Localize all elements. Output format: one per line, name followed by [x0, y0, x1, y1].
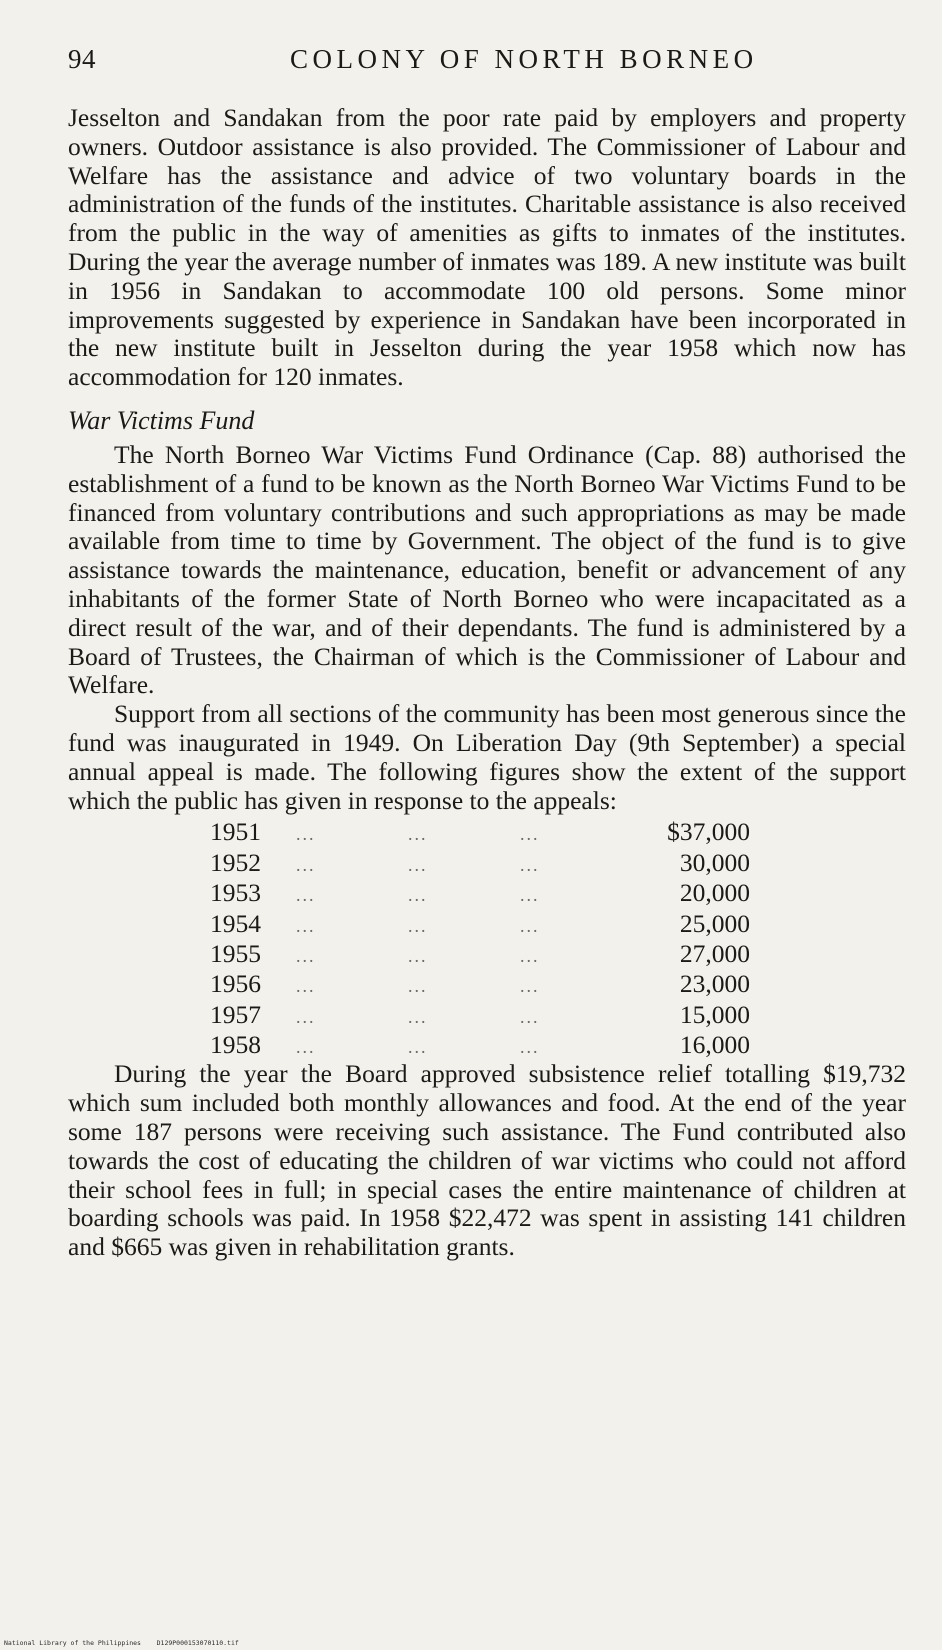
- leader-dots: ...: [296, 854, 316, 875]
- table-row: [210, 1000, 750, 1030]
- leader-dots: ...: [520, 824, 540, 845]
- table-row: [210, 969, 750, 999]
- document-page: [68, 44, 906, 1262]
- leader-dots: ...: [520, 1006, 540, 1027]
- table-row: [210, 939, 750, 969]
- table-amount: 27,000: [679, 938, 750, 968]
- table-amount: 25,000: [679, 908, 750, 938]
- table-amount: 16,000: [679, 1030, 750, 1060]
- table-amount: $37,000: [667, 817, 750, 847]
- body-text-fund: [68, 441, 906, 815]
- table-year: 1951: [210, 817, 261, 847]
- leader-dots: ...: [296, 915, 316, 936]
- table-amount: 15,000: [679, 999, 750, 1029]
- leader-dots: ...: [408, 1006, 428, 1027]
- leader-dots: ...: [296, 1006, 316, 1027]
- scan-footer-note: National Library of the Philippines D129P000153070110.tif: [4, 1639, 239, 1647]
- paragraph-intro: Jesselton and Sandakan from the poor rate paid by employers and property owners. Outdoor assistance is also provided. The Commissioner of Labour and Welfare has the assistance and advice of two voluntary boards in the administration of the funds of the institutes. Charitable assistance is also received from the public in the way of amenities as gifts to inmates of the institutes. During the year the average number of inmates was 189. A new institute was built in 1956 in Sandakan to accommodate 100 old persons. Some minor improvements suggested by experience in Sandakan have been incorporated in the new institute built in Jesselton during the year 1958 which now has accommodation for 120 inmates.: [68, 103, 906, 392]
- table-year: 1956: [210, 969, 261, 999]
- leader-dots: ...: [408, 885, 428, 906]
- leader-dots: ...: [408, 1037, 428, 1058]
- table-row: [210, 878, 750, 908]
- leader-dots: ...: [520, 854, 540, 875]
- leader-dots: ...: [520, 1037, 540, 1058]
- paragraph-fund-ordinance: The North Borneo War Victims Fund Ordinance (Cap. 88) authorised the establishment of a fund to be known as the North Borneo War Victims Fund to be financed from voluntary contributions and such appropriations as may be made available from time to time by Government. The object of the fund is to give assistance towards the maintenance, education, benefit or advancement of any inhabitants of the former State of North Borneo who were incapacitated as a direct result of the war, and of their dependants. The fund is administered by a Board of Trustees, the Chairman of which is the Commissioner of Labour and Welfare.: [68, 439, 906, 700]
- leader-dots: ...: [520, 976, 540, 997]
- table-row: [210, 817, 750, 847]
- table-amount: 23,000: [679, 969, 750, 999]
- table-year: 1953: [210, 878, 261, 908]
- paragraph-support: Support from all sections of the community has been most generous since the fund was inaugurated in 1949. On Liberation Day (9th September) a special annual appeal is made. The following figures show the extent of the support which the public has given in response to the appeals:: [68, 699, 906, 815]
- leader-dots: ...: [408, 945, 428, 966]
- leader-dots: ...: [296, 945, 316, 966]
- page-number: 94: [68, 44, 96, 74]
- leader-dots: ...: [408, 854, 428, 875]
- table-amount: 30,000: [679, 847, 750, 877]
- appeals-table: [210, 817, 750, 1060]
- leader-dots: ...: [408, 976, 428, 997]
- leader-dots: ...: [408, 824, 428, 845]
- table-year: 1955: [210, 938, 261, 968]
- leader-dots: ...: [520, 885, 540, 906]
- body-text-relief: [68, 1060, 906, 1262]
- table-row: [210, 1030, 750, 1060]
- running-head: COLONY OF NORTH BORNEO: [290, 44, 758, 74]
- table-year: 1957: [210, 999, 261, 1029]
- table-year: 1958: [210, 1030, 261, 1060]
- table-row: [210, 848, 750, 878]
- section-heading: War Victims Fund: [68, 405, 255, 435]
- leader-dots: ...: [408, 915, 428, 936]
- leader-dots: ...: [296, 1037, 316, 1058]
- body-text: [68, 104, 906, 392]
- table-year: 1954: [210, 908, 261, 938]
- leader-dots: ...: [520, 945, 540, 966]
- page-header: [68, 44, 906, 88]
- leader-dots: ...: [520, 915, 540, 936]
- leader-dots: ...: [296, 824, 316, 845]
- table-year: 1952: [210, 847, 261, 877]
- leader-dots: ...: [296, 976, 316, 997]
- paragraph-relief: During the year the Board approved subsistence relief totalling $19,732 which sum included both monthly allowances and food. At the end of the year some 187 persons were receiving such assistance. The Fund contributed also towards the cost of educating the children of war victims who could not afford their school fees in full; in special cases the entire maintenance of children at boarding schools was paid. In 1958 $22,472 was spent in assisting 141 children and $665 was given in rehabilitation grants.: [68, 1059, 906, 1262]
- table-amount: 20,000: [679, 878, 750, 908]
- table-row: [210, 909, 750, 939]
- leader-dots: ...: [296, 885, 316, 906]
